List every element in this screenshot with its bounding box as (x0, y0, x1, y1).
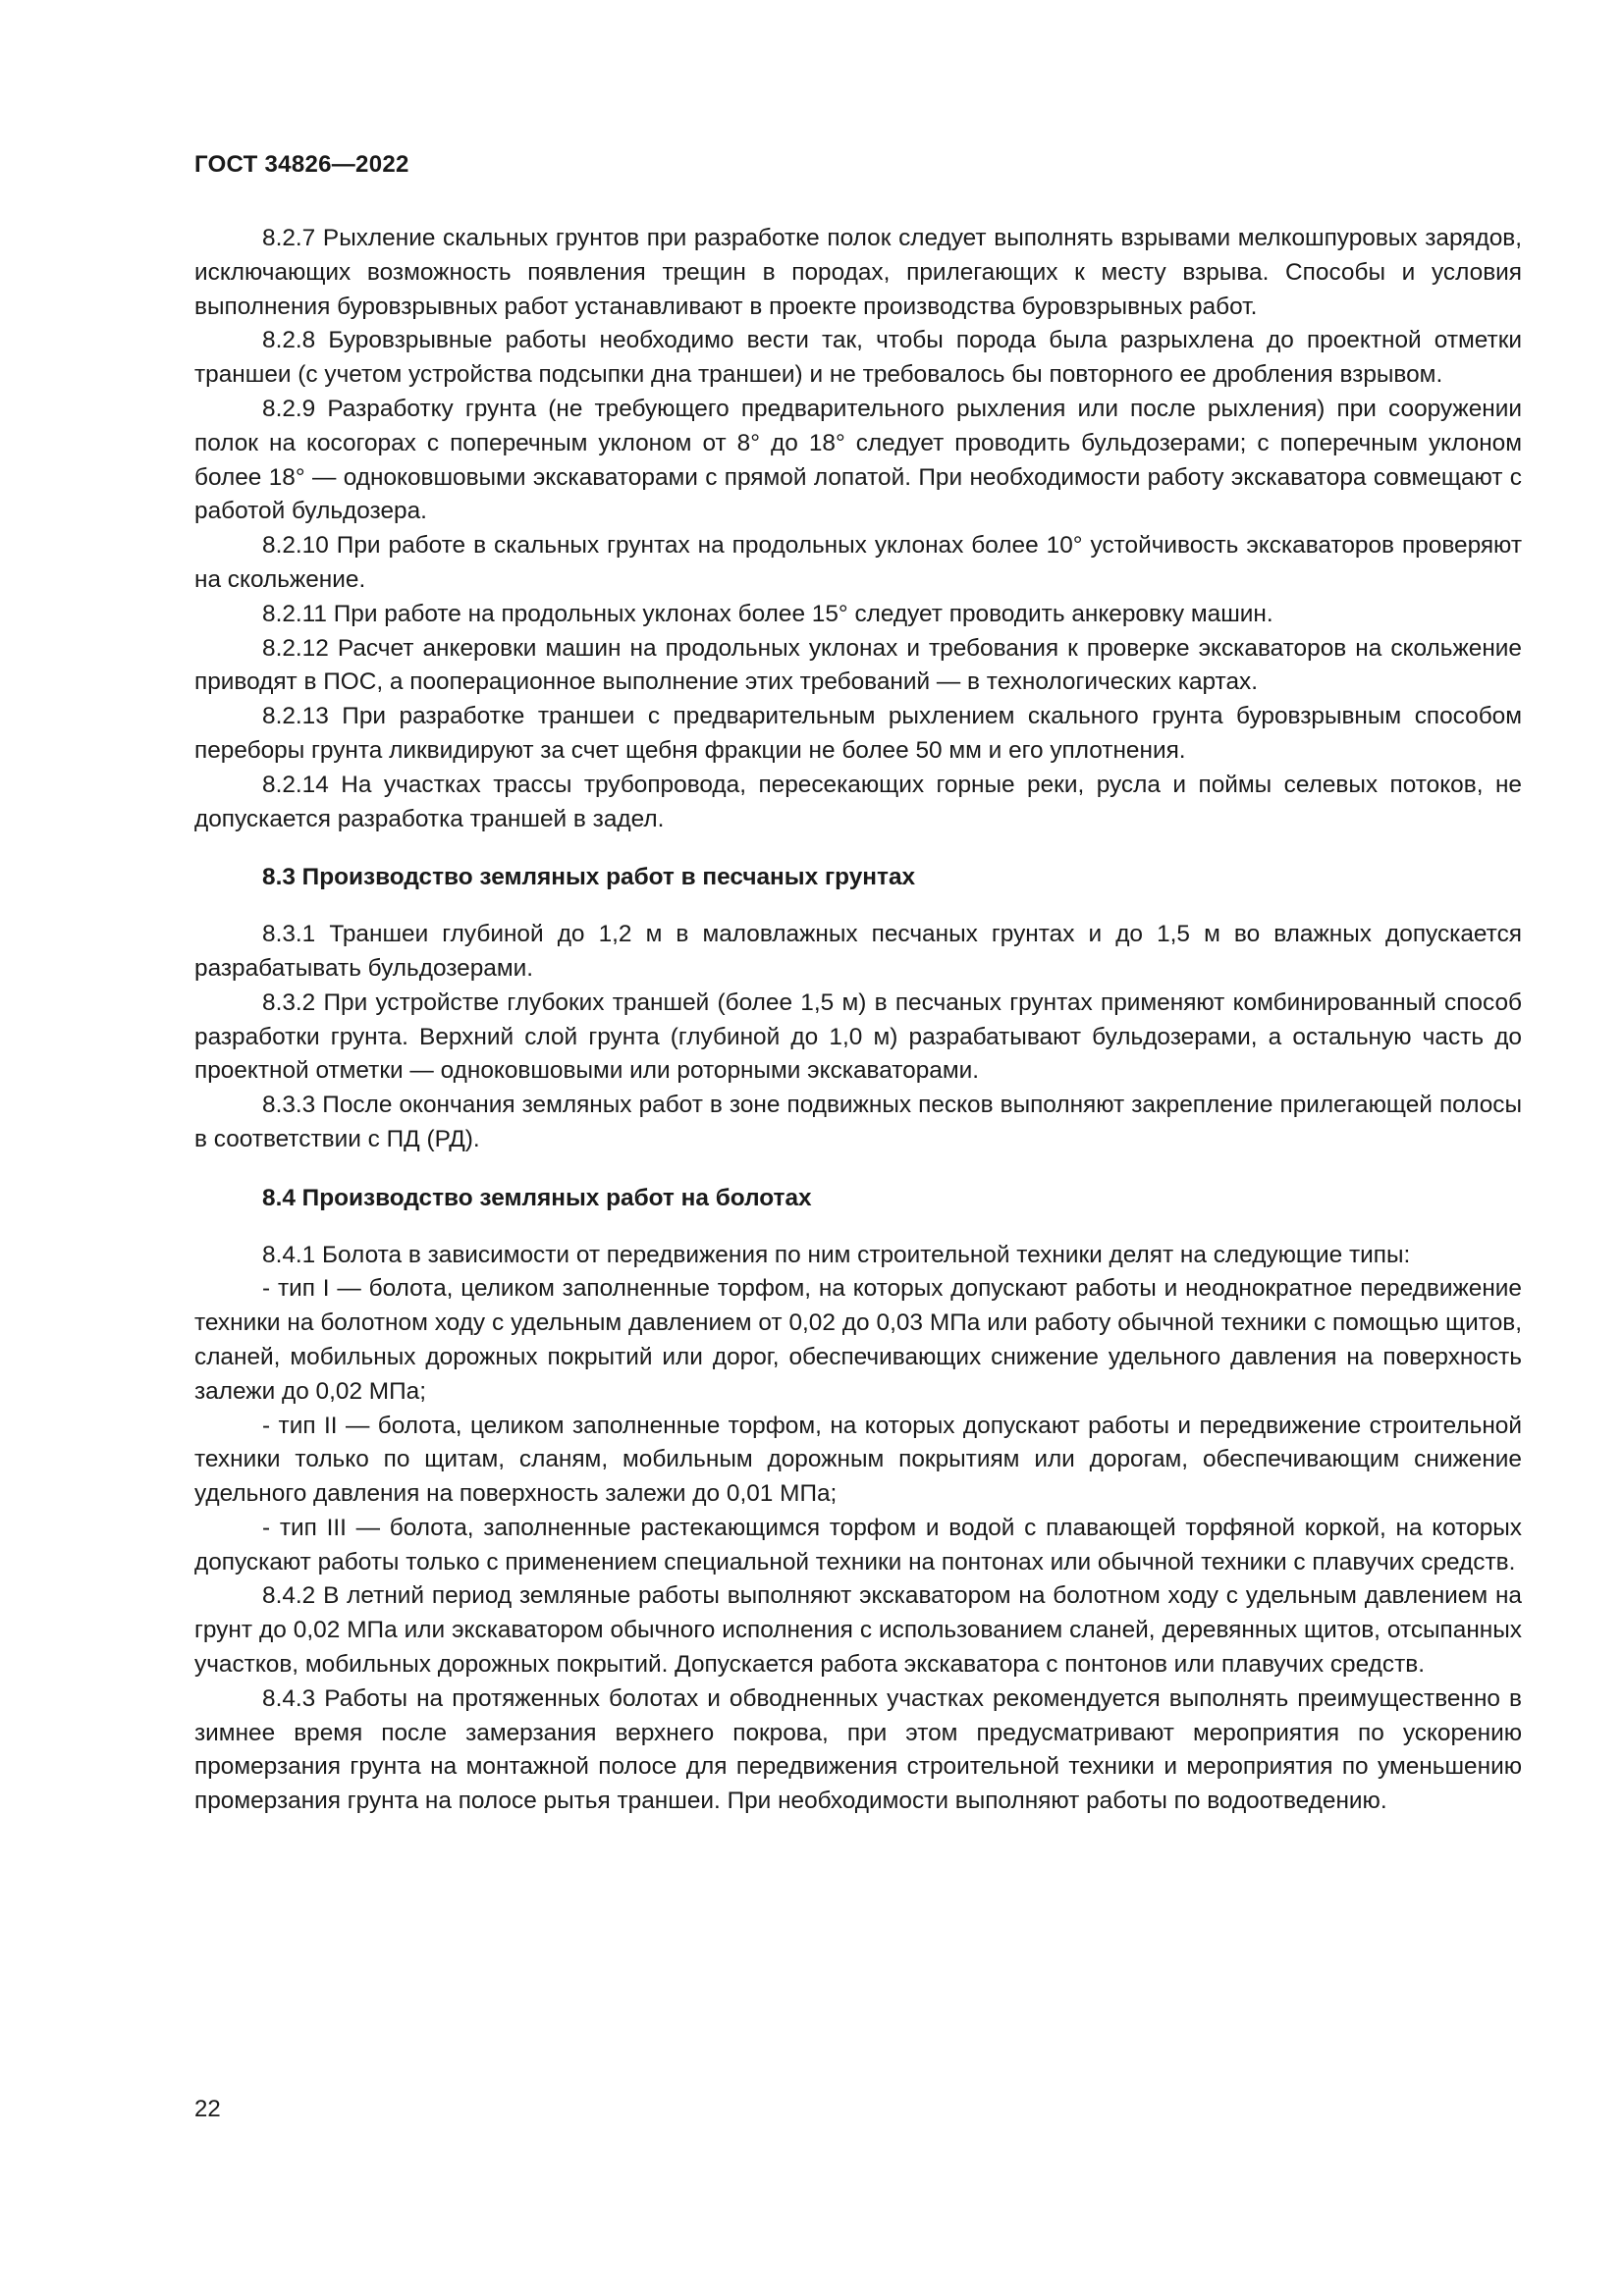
paragraph-8-2-12: 8.2.12 Расчет анкеровки машин на продольных уклонах и требования к проверке экскаваторов на скольжение приводят в ПОС, а пооперационное выполнение этих требований — в технологических картах. (194, 634, 1522, 696)
paragraph-8-2-9: 8.2.9 Разработку грунта (не требующего предварительного рыхления или после рыхления) при сооружении полок на косогорах с поперечным уклоном от 8° до 18° следует проводить бульдозерами; с поперечным уклоном более 18° — одноковшовыми экскаваторами с прямой лопатой. При необходимости работу экскаватора совмещают с работой бульдозера. (194, 395, 1522, 525)
paragraph-8-2-11: 8.2.11 При работе на продольных уклонах более 15° следует проводить анкеровку машин. (262, 600, 1273, 627)
paragraph-8-2-13: 8.2.13 При разработке траншеи с предварительным рыхлением скального грунта буровзрывным способом переборы грунта ликвидируют за счет щебня фракции не более 50 мм и его уплотнения. (194, 703, 1522, 764)
paragraph-8-3-3: 8.3.3 После окончания земляных работ в зоне подвижных песков выполняют закрепление прилегающей полосы в соответствии с ПД (РД). (194, 1092, 1522, 1152)
paragraph-8-4-2: 8.4.2 В летний период земляные работы выполняют экскаватором на болотном ходу с удельным давлением на грунт до 0,02 МПа или экскаватором обычного исполнения с использованием сланей, деревянных щитов, отсыпанных участков, мобильных дорожных покрытий. Допускается работа экскаватора с понтонов или плавучих средств. (194, 1582, 1522, 1679)
page-number: 22 (194, 2096, 221, 2122)
section-heading-8-4: 8.4 Производство земляных работ на болотах (262, 1184, 812, 1211)
document-body (194, 222, 1522, 1819)
section-heading-8-3: 8.3 Производство земляных работ в песчаных грунтах (262, 864, 916, 891)
paragraph-8-3-2: 8.3.2 При устройстве глубоких траншей (более 1,5 м) в песчаных грунтах применяют комбинированный способ разработки грунта. Верхний слой грунта (глубиной до 1,0 м) разрабатывают бульдозерами, а остальную часть до проектной отметки — одноковшовыми или роторными экскаваторами. (194, 988, 1522, 1085)
list-item-type-2: - тип II — болота, целиком заполненные торфом, на которых допускают работы и передвижение строительной техники только по щитам, сланям, мобильным дорожным покрытиям или дорогам, обеспечивающим снижение удельного давления на поверхность залежи до 0,01 МПа; (194, 1412, 1522, 1508)
paragraph-8-4-3: 8.4.3 Работы на протяженных болотах и обводненных участках рекомендуется выполнять преимущественно в зимнее время после замерзания верхнего покрова, при этом предусматривают мероприятия по ускорению промерзания грунта на монтажной полосе для передвижения строительной техники и мероприятия по уменьшению промерзания грунта на полосе рытья траншеи. При необходимости выполняют работы по водоотведению. (194, 1684, 1522, 1815)
document-header: ГОСТ 34826—2022 (194, 151, 409, 178)
paragraph-8-2-7: 8.2.7 Рыхление скальных грунтов при разработке полок следует выполнять взрывами мелкошпуровых зарядов, исключающих возможность появления трещин в породах, прилегающих к месту взрыва. Способы и условия выполнения буровзрывных работ устанавливают в проекте производства буровзрывных работ. (194, 225, 1522, 320)
list-item-type-1: - тип I — болота, целиком заполненные торфом, на которых допускают работы и неоднократное передвижение техники на болотном ходу с удельным давлением от 0,02 до 0,03 МПа или работу обычной техники с помощью щитов, сланей, мобильных дорожных покрытий или дорог, обеспечивающих снижение удельного давления на поверхность залежи до 0,02 МПа; (194, 1275, 1522, 1405)
paragraph-8-2-8: 8.2.8 Буровзрывные работы необходимо вести так, чтобы порода была разрыхлена до проектной отметки траншеи (с учетом устройства подсыпки дна траншеи) и не требовалось бы повторного ее дробления взрывом. (194, 327, 1522, 389)
list-item-type-3: - тип III — болота, заполненные растекающимся торфом и водой с плавающей торфяной коркой, на которых допускают работы только с применением специальной техники на понтонах или обычной техники с плавучих средств. (194, 1514, 1523, 1575)
paragraph-8-3-1: 8.3.1 Траншеи глубиной до 1,2 м в маловлажных песчаных грунтах и до 1,5 м во влажных допускается разрабатывать бульдозерами. (194, 921, 1522, 982)
paragraph-8-2-14: 8.2.14 На участках трассы трубопровода, пересекающих горные реки, русла и поймы селевых потоков, не допускается разработка траншей в задел. (194, 771, 1522, 832)
paragraph-8-2-10: 8.2.10 При работе в скальных грунтах на продольных уклонах более 10° устойчивость экскаваторов проверяют на скольжение. (194, 532, 1522, 593)
paragraph-8-4-1: 8.4.1 Болота в зависимости от передвижения по ним строительной техники делят на следующие типы: (262, 1241, 1411, 1268)
